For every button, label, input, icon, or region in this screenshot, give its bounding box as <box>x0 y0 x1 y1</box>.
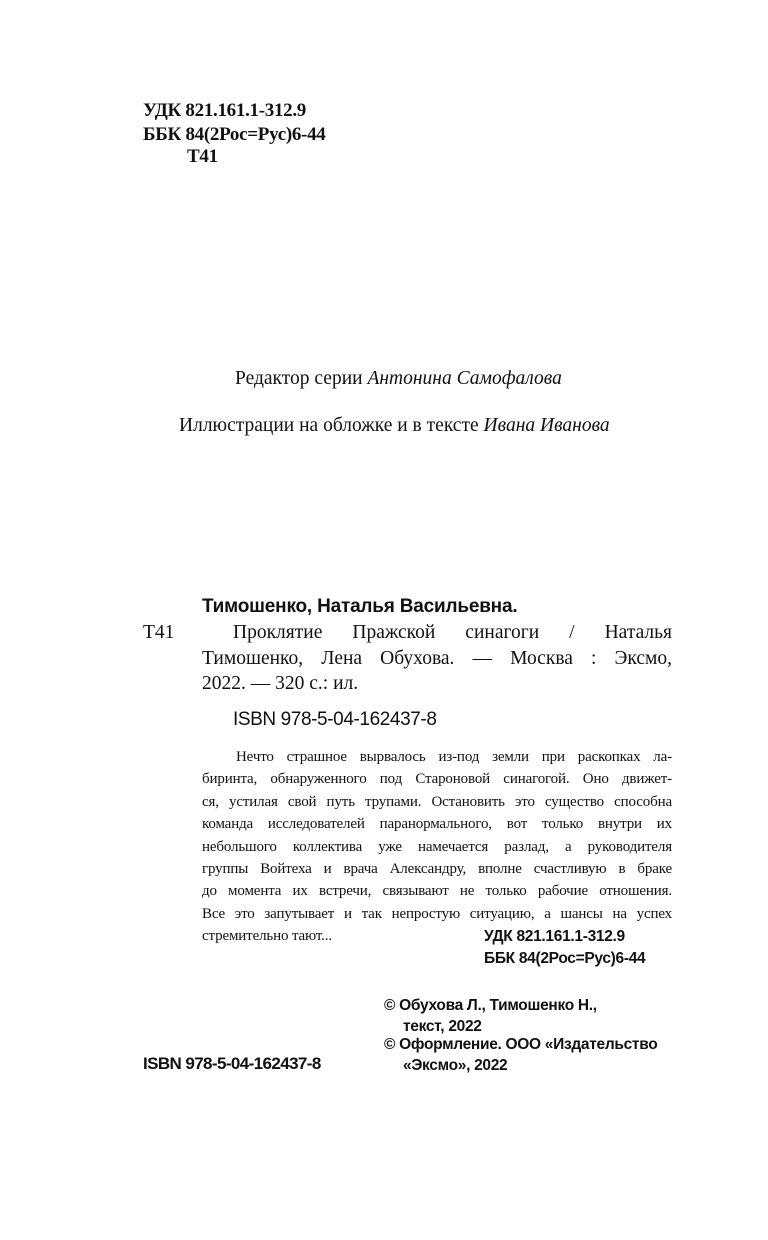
annotation-line: стремительно тают... <box>202 928 332 945</box>
copyright-design-line: «Эксмо», 2022 <box>403 1057 508 1074</box>
annotation-line: Нечто страшное вырвалось из-под земли при раскопках ла- <box>236 749 672 765</box>
illustrations-label: Иллюстрации на обложке и в тексте <box>179 415 479 436</box>
illustrations-credit <box>179 415 610 437</box>
record-isbn: ISBN 978-5-04-162437-8 <box>233 709 437 730</box>
series-editor-name: Антонина Самофалова <box>367 368 562 389</box>
copyright-design-line: © Оформление. ООО «Издательство <box>384 1036 658 1053</box>
copyright-text-line: текст, 2022 <box>403 1018 482 1035</box>
copyright-text-line: © Обухова Л., Тимошенко Н., <box>384 997 597 1014</box>
annotation-line: группы Войтеха и врача Александру, вполне счастливую в браке <box>202 860 672 877</box>
series-editor-label: Редактор серии <box>235 368 363 389</box>
top-udk-code: УДК 821.161.1-312.9 <box>143 100 306 121</box>
bottom-isbn: ISBN 978-5-04-162437-8 <box>143 1054 321 1073</box>
illustrator-name: Ивана Иванова <box>483 415 610 436</box>
annotation-line: команда исследователей паранормального, вот только внутри их <box>202 816 672 833</box>
top-bbk-code: ББК 84(2Рос=Рус)6-44 <box>143 124 326 145</box>
annotation-line: Все это запутывает и так непростую ситуацию, а шансы на успех <box>202 905 672 922</box>
record-author-mark: Т41 <box>143 622 175 643</box>
annotation-line: ся, устилая свой путь трупами. Остановить это существо способна <box>202 793 672 810</box>
series-editor-credit <box>235 368 562 390</box>
annotation-line: до момента их встречи, связывают не только рабочие отношения. <box>202 883 672 900</box>
annotation-line: биринта, обнаруженного под Староновой синагогой. Оно движет- <box>202 771 672 788</box>
bottom-bbk-code: ББК 84(2Рос=Рус)6-44 <box>484 950 646 967</box>
annotation <box>202 746 672 948</box>
record-description-line: Тимошенко, Лена Обухова. — Москва : Эксмо, <box>202 648 672 669</box>
author-heading: Тимошенко, Наталья Васильевна. <box>202 596 518 617</box>
annotation-line: небольшого коллектива уже намечается разлад, а руководителя <box>202 838 672 855</box>
record-description-line: 2022. — 320 с.: ил. <box>202 673 359 694</box>
bottom-udk-code: УДК 821.161.1-312.9 <box>484 928 625 945</box>
top-author-mark: Т41 <box>187 146 218 167</box>
record-description-line: Проклятие Пражской синагоги / Наталья <box>233 622 672 643</box>
